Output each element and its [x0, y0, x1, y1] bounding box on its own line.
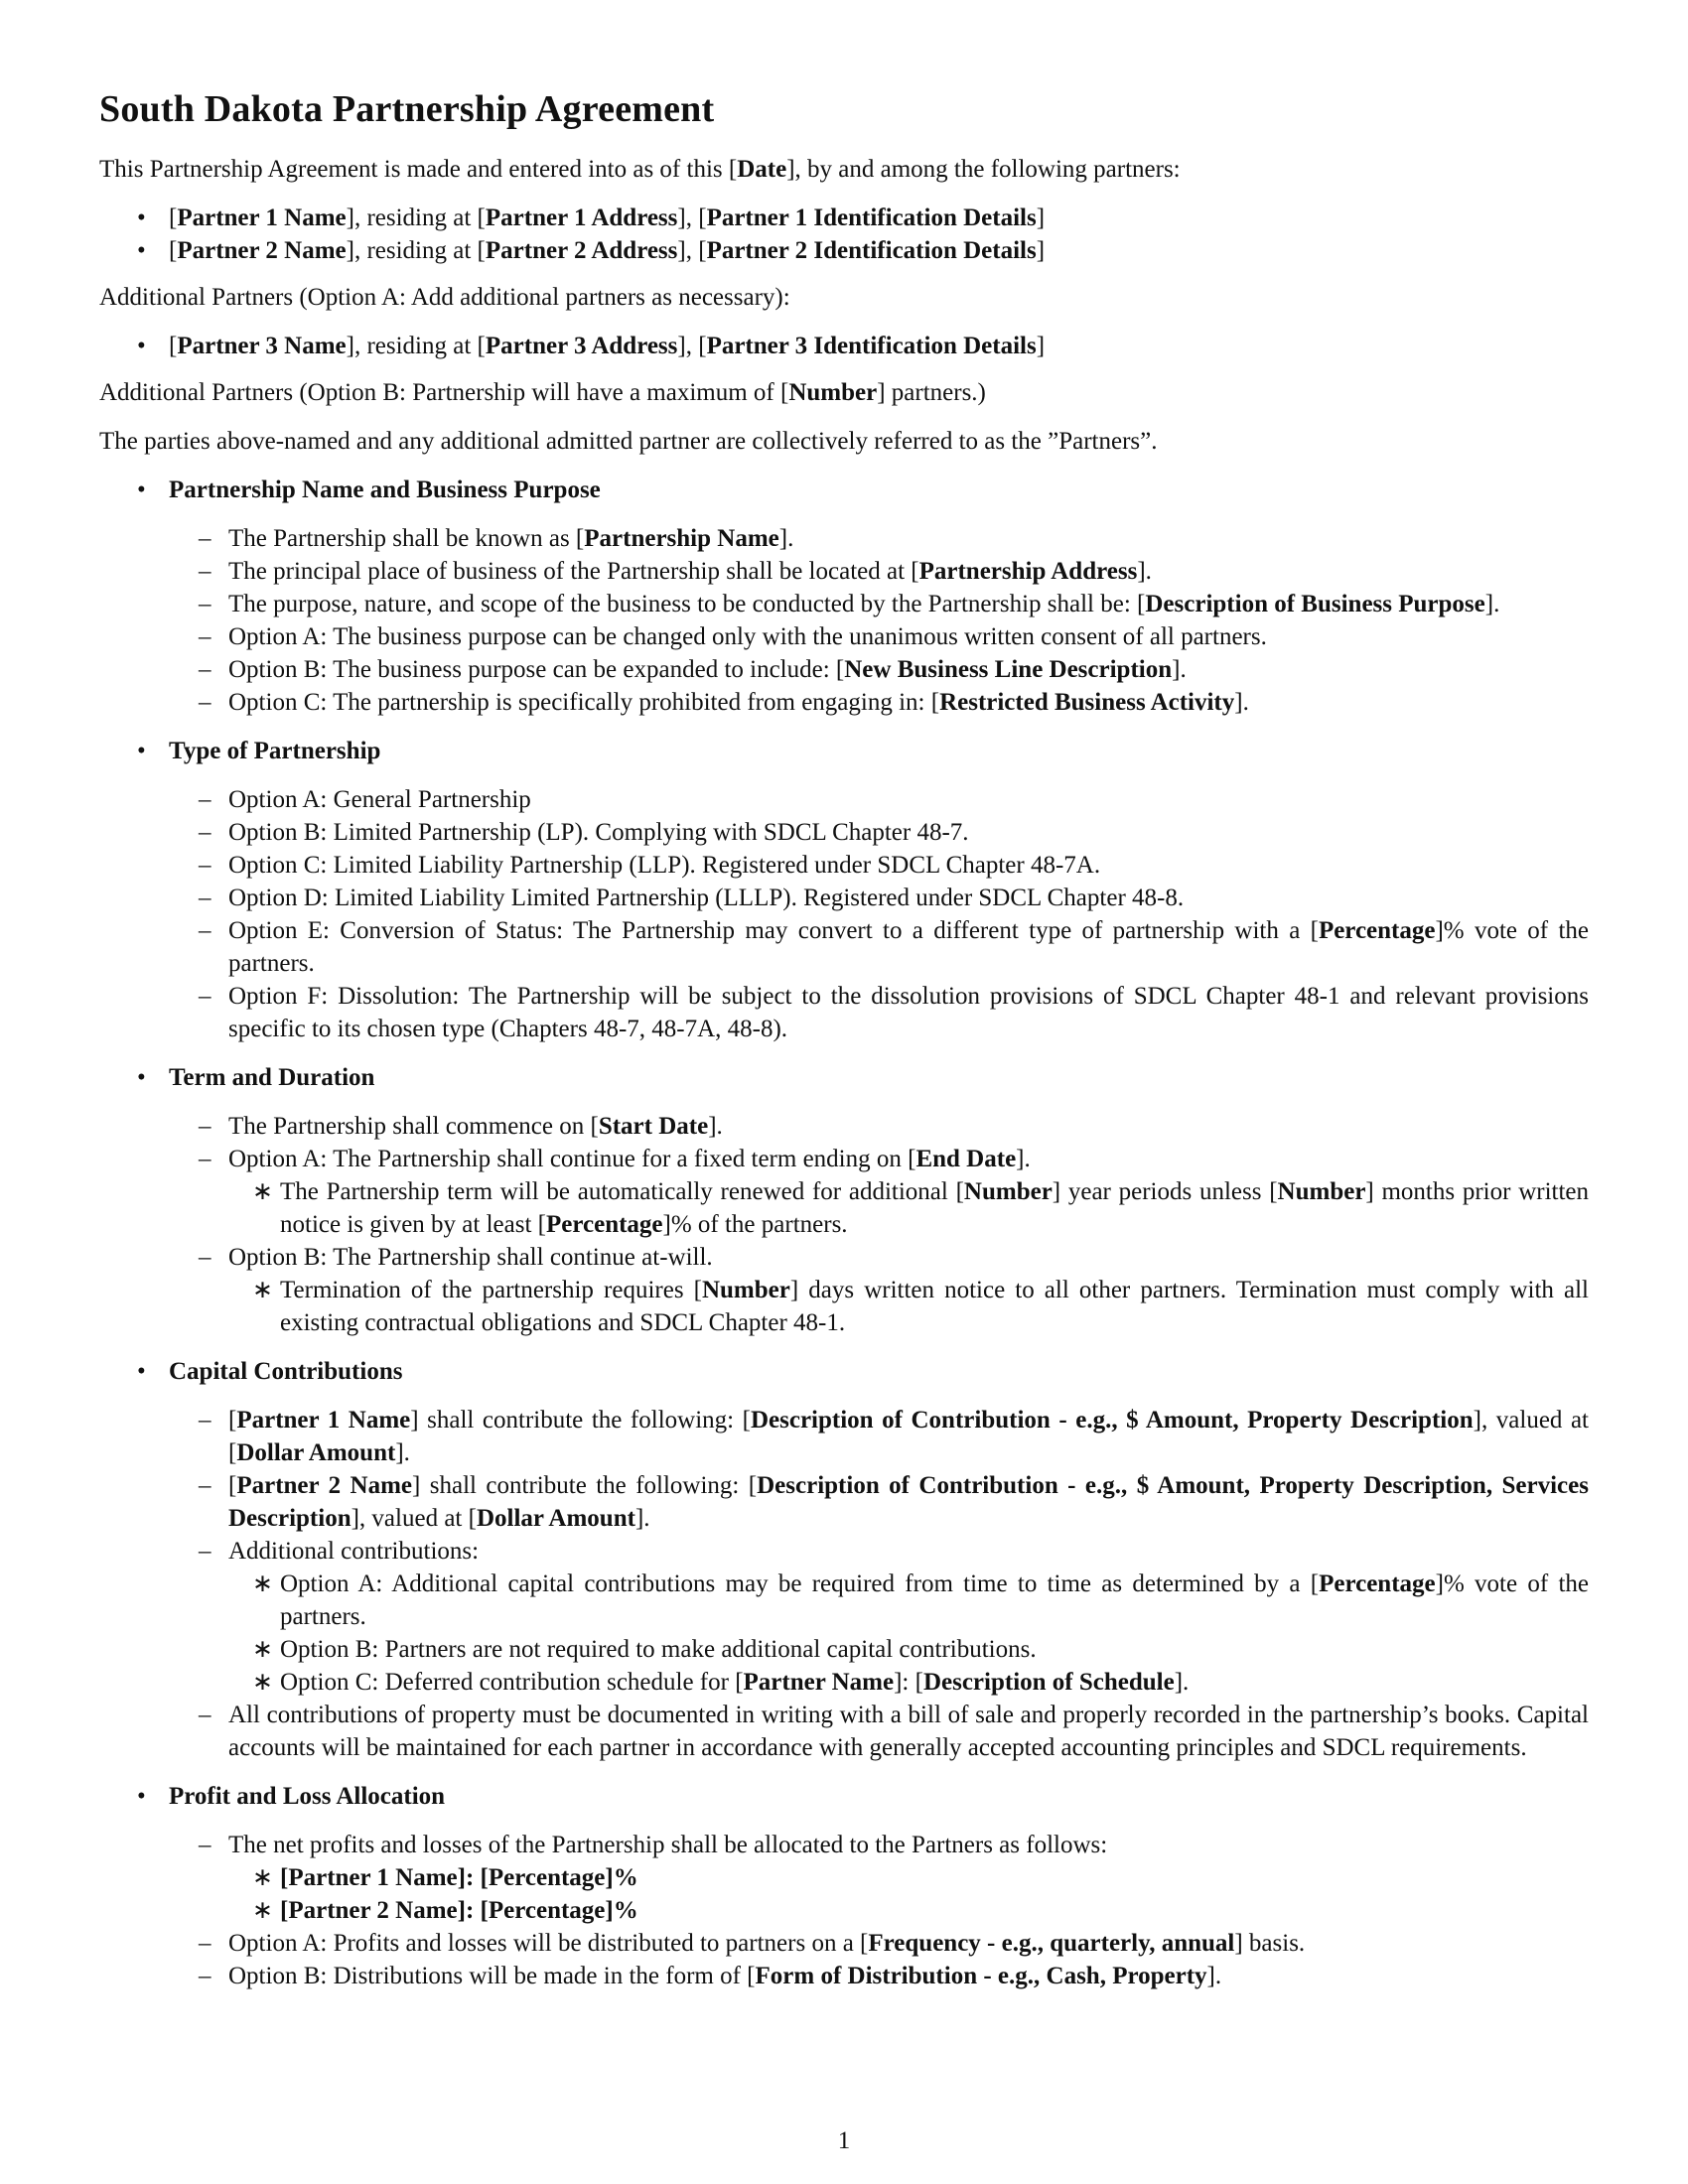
section-heading: Type of Partnership: [169, 738, 381, 764]
option-b-paragraph: Additional Partners (Option B: Partnership will have a maximum of [Number] partners.): [99, 379, 986, 406]
list-item: – Option E: Conversion of Status: The Partnership may convert to a different type of partnership with a [Percentage]% vote of the partners.: [169, 914, 1589, 980]
list-item: – Option A: Profits and losses will be distributed to partners on a [Frequency - e.g., quarterly, annual] basis.: [169, 1927, 1589, 1960]
section-term: [99, 1061, 1589, 1339]
list-item: ∗ Termination of the partnership requires [Number] days written notice to all other partners. Termination must comply with all existing contractual obligations and SDCL Chapter 48-1.: [228, 1274, 1589, 1339]
list-item: – Option B: The Partnership shall continue at-will. ∗ Termination of the partnership requires [Number] days written notice to all other partners. Termination must comply with all existing contractual obligations and SDCL Chapter 48-1.: [169, 1241, 1589, 1339]
list-item: – Option C: The partnership is specifically prohibited from engaging in: [Restricted Business Activity].: [169, 686, 1589, 719]
list-item: – Option B: Distributions will be made in the form of [Form of Distribution - e.g., Cash, Property].: [169, 1960, 1589, 1992]
list-item: • [Partner 3 Name], residing at [Partner 3 Address], [Partner 3 Identification Details]: [99, 330, 1589, 362]
list-item: – The Partnership shall be known as [Partnership Name].: [169, 522, 1589, 555]
list-item: ∗ Option C: Deferred contribution schedule for [Partner Name]: [Description of Schedule].: [228, 1666, 1589, 1699]
partner-list: [99, 202, 1589, 267]
list-item: – Option A: General Partnership: [169, 783, 1589, 816]
list-item: – [Partner 2 Name] shall contribute the following: [Description of Contribution - e.g., $ Amount, Property Description, Services Description], valued at [Dollar Amount].: [169, 1469, 1589, 1535]
additional-partner-list: [99, 330, 1589, 362]
list-item: – The principal place of business of the Partnership shall be located at [Partnership Address].: [169, 555, 1589, 588]
list-item: – Option F: Dissolution: The Partnership will be subject to the dissolution provisions of SDCL Chapter 48-1 and relevant provisions specific to its chosen type (Chapters 48-7, 48-7A, 48-8).: [169, 980, 1589, 1045]
sections-list: [99, 474, 1589, 1992]
list-item: – Option B: The business purpose can be expanded to include: [New Business Line Description].: [169, 653, 1589, 686]
section-heading: Profit and Loss Allocation: [169, 1783, 446, 1810]
section-capital: [99, 1355, 1589, 1764]
section-type: [99, 735, 1589, 1045]
list-item: – Option B: Limited Partnership (LP). Complying with SDCL Chapter 48-7.: [169, 816, 1589, 849]
list-item: ∗ [Partner 2 Name]: [Percentage]%: [228, 1894, 1589, 1927]
list-item: • [Partner 1 Name], residing at [Partner 1 Address], [Partner 1 Identification Details]: [99, 202, 1589, 234]
list-item: ∗ The Partnership term will be automatically renewed for additional [Number] year periods unless [Number] months prior written notice is given by at least [Percentage]% of the partners.: [228, 1175, 1589, 1241]
list-item: – The purpose, nature, and scope of the business to be conducted by the Partnership shall be: [Description of Business Purpose].: [169, 588, 1589, 620]
collective-paragraph: The parties above-named and any additional admitted partner are collectively referred to as the ”Partners”.: [99, 428, 1158, 455]
list-item: ∗ [Partner 1 Name]: [Percentage]%: [228, 1861, 1589, 1894]
intro-paragraph: This Partnership Agreement is made and entered into as of this [Date], by and among the following partners:: [99, 156, 1181, 183]
list-item: – Option C: Limited Liability Partnership (LLP). Registered under SDCL Chapter 48-7A.: [169, 849, 1589, 882]
section-heading: Partnership Name and Business Purpose: [169, 477, 601, 503]
list-item: – The net profits and losses of the Partnership shall be allocated to the Partners as follows: ∗ [Partner 1 Name]: [Percentage]% ∗ [Partner 2 Name]: [Percentage]%: [169, 1829, 1589, 1927]
list-item: ∗ Option A: Additional capital contributions may be required from time to time as determined by a [Percentage]% vote of the partners.: [228, 1568, 1589, 1633]
page-number: 1: [837, 2127, 851, 2154]
section-profit-loss: [99, 1780, 1589, 1992]
list-item: – Option A: The business purpose can be changed only with the unanimous written consent of all partners.: [169, 620, 1589, 653]
section-heading: Capital Contributions: [169, 1358, 403, 1385]
section-name-purpose: [99, 474, 1589, 719]
list-item: – [Partner 1 Name] shall contribute the following: [Description of Contribution - e.g., $ Amount, Property Description], valued at [Dollar Amount].: [169, 1404, 1589, 1469]
option-a-paragraph: Additional Partners (Option A: Add additional partners as necessary):: [99, 284, 790, 311]
list-item: ∗ Option B: Partners are not required to make additional capital contributions.: [228, 1633, 1589, 1666]
list-item: – Additional contributions: ∗ Option A: Additional capital contributions may be required from time to time as determined by a [Percentage]% vote of the partners. ∗ Option B: Partners are not required to make additional capital contributions. ∗ Option C: Deferred contribution schedule for [Partner Name]: [Description of Schedule].: [169, 1535, 1589, 1699]
section-heading: Term and Duration: [169, 1064, 375, 1091]
list-item: • [Partner 2 Name], residing at [Partner 2 Address], [Partner 2 Identification Details]: [99, 234, 1589, 267]
list-item: – Option A: The Partnership shall continue for a fixed term ending on [End Date]. ∗ The Partnership term will be automatically renewed for additional [Number] year periods unless [Number] months prior written notice is given by at least [Percentage]% of the partners.: [169, 1143, 1589, 1241]
document-page: [99, 87, 1589, 2008]
list-item: – The Partnership shall commence on [Start Date].: [169, 1110, 1589, 1143]
list-item: – Option D: Limited Liability Limited Partnership (LLLP). Registered under SDCL Chapter 48-8.: [169, 882, 1589, 914]
document-title: South Dakota Partnership Agreement: [99, 88, 715, 130]
list-item: – All contributions of property must be documented in writing with a bill of sale and properly recorded in the partnership’s books. Capital accounts will be maintained for each partner in accordance with generally accepted accounting principles and SDCL requirements.: [169, 1699, 1589, 1764]
